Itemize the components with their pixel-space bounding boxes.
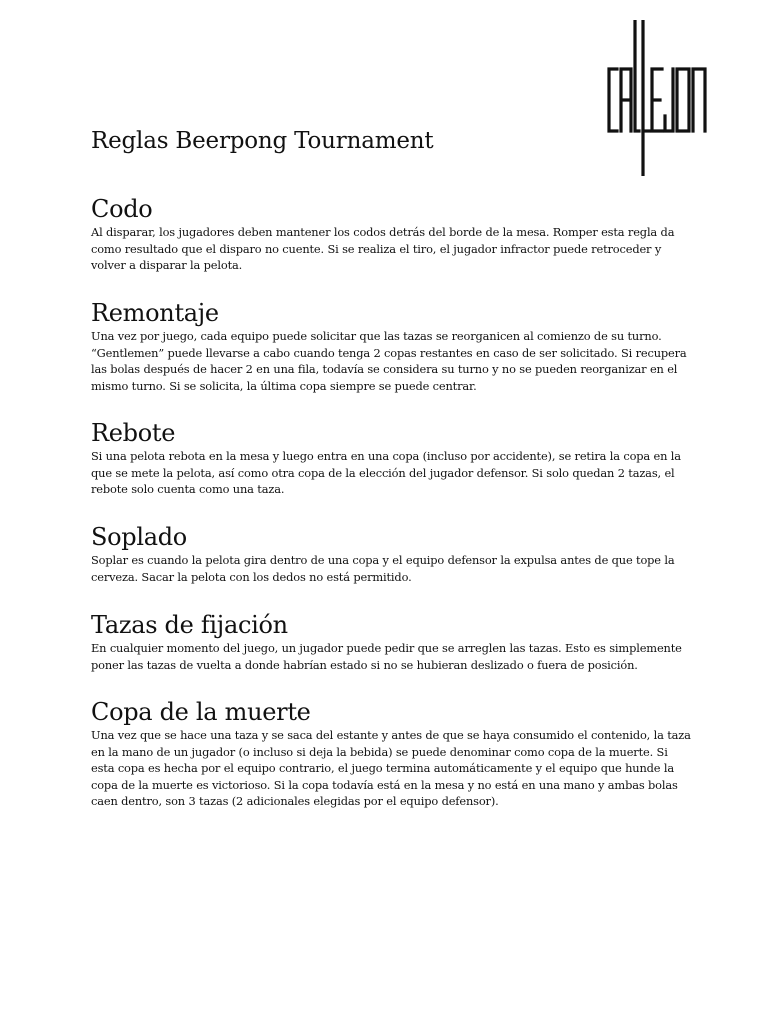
section-tazas-de-fijacion	[91, 610, 691, 673]
section-body: Una vez por juego, cada equipo puede solicitar que las tazas se reorganicen al comienzo de su turno. “Gentlemen” puede llevarse a cabo cuando tenga 2 copas restantes en caso de ser solicitado. Si recupera las bolas después de hacer 2 en una fila, todavía se considera su turno y no se pueden reorganizar en el mismo turno. Si se solicita, la última copa siempre se puede centrar.	[91, 329, 687, 393]
document-title: Reglas Beerpong Tournament	[91, 128, 434, 154]
section-heading: Rebote	[91, 419, 176, 447]
section-heading: Soplado	[91, 523, 187, 551]
section-codo	[91, 194, 691, 274]
section-remontaje	[91, 298, 691, 394]
section-body: Al disparar, los jugadores deben mantener los codos detrás del borde de la mesa. Romper esta regla da como resultado que el disparo no cuente. Si se realiza el tiro, el jugador infractor puede retroceder y volver a disparar la pelota.	[91, 225, 675, 272]
section-body: En cualquier momento del juego, un jugador puede pedir que se arreglen las tazas. Esto es simplemente poner las tazas de vuelta a donde habrían estado si no se hubieran deslizado o fuera de posición.	[91, 641, 682, 672]
section-body: Si una pelota rebota en la mesa y luego entra en una copa (incluso por accidente), se retira la copa en la que se mete la pelota, así como otra copa de la elección del jugador defensor. Si solo quedan 2 tazas, el rebote solo cuenta como una taza.	[91, 449, 681, 496]
section-heading: Codo	[91, 195, 153, 223]
callejon-logo	[604, 20, 714, 176]
section-heading: Tazas de fijación	[91, 611, 288, 639]
section-body: Soplar es cuando la pelota gira dentro de una copa y el equipo defensor la expulsa antes de que tope la cerveza. Sacar la pelota con los dedos no está permitido.	[91, 553, 675, 584]
section-heading: Copa de la muerte	[91, 698, 311, 726]
section-soplado	[91, 522, 691, 585]
section-body: Una vez que se hace una taza y se saca del estante y antes de que se haya consumido el contenido, la taza en la mano de un jugador (o incluso si deja la bebida) se puede denominar como copa de la muerte. Si esta copa es hecha por el equipo contrario, el juego termina automáticamente y el equipo que hunde la copa de la muerte es victorioso. Si la copa todavía está en la mesa y no está en una mano y ambas bolas caen dentro, son 3 tazas (2 adicionales elegidas por el equipo defensor).	[91, 728, 691, 808]
section-rebote	[91, 418, 691, 498]
section-heading: Remontaje	[91, 299, 219, 327]
section-copa-de-la-muerte	[91, 697, 691, 810]
